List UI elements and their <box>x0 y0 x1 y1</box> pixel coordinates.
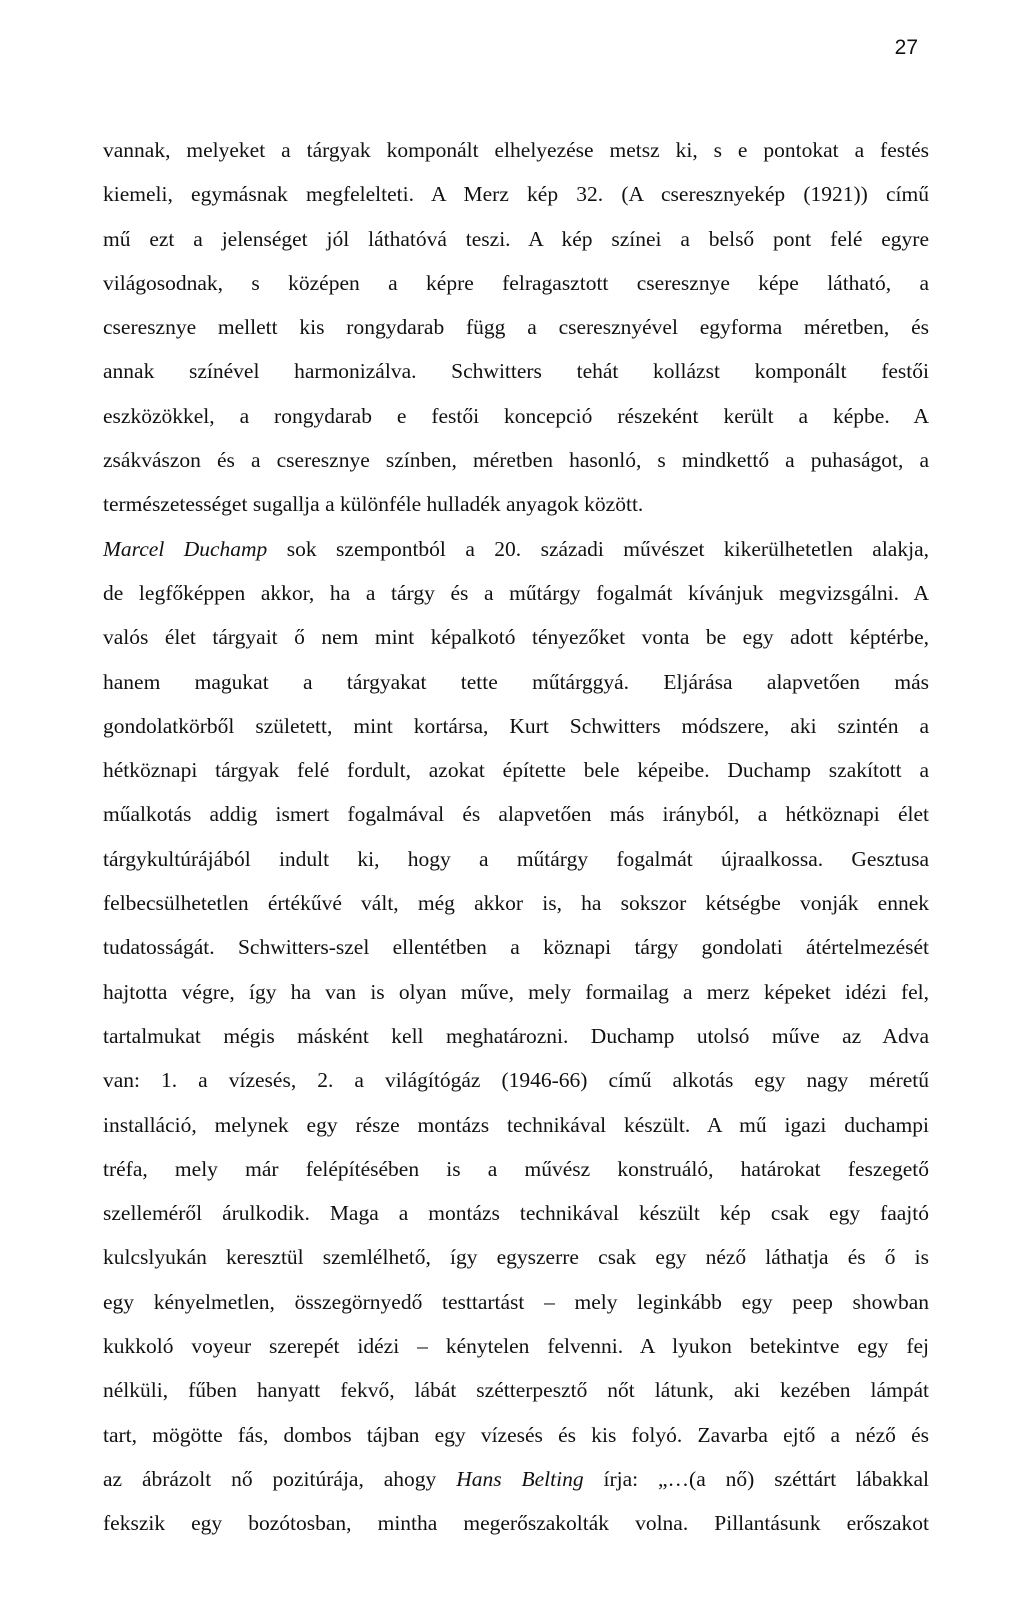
text-line <box>103 1014 929 1058</box>
text-line <box>103 704 929 748</box>
text-line <box>103 305 929 349</box>
text-run: világosodnak, s középen a képre felragasztott cseresznye képe látható, a <box>103 270 929 295</box>
text-run: tréfa, mely már felépítésében is a művész konstruáló, határokat feszegető <box>103 1156 929 1181</box>
text-run: műalkotás addig ismert fogalmával és alapvetően más irányból, a hétköznapi élet <box>103 802 929 827</box>
text-line <box>103 1280 929 1324</box>
text-line <box>103 881 929 925</box>
text-line <box>103 1147 929 1191</box>
text-run: sok szempontból a 20. századi művészet kikerülhetetlen alakja, <box>267 536 929 561</box>
text-line <box>103 748 929 792</box>
text-line <box>103 349 929 393</box>
text-run: szelleméről árulkodik. Maga a montázs technikával készült kép csak egy faajtó <box>103 1201 929 1226</box>
italic-text: Hans Belting <box>456 1466 584 1491</box>
text-run: tart, mögötte fás, dombos tájban egy vízesés és kis folyó. Zavarba ejtő a néző és <box>103 1422 929 1447</box>
text-run: felbecsülhetetlen értékűvé vált, még akkor is, ha sokszor kétségbe vonják ennek <box>103 891 929 916</box>
text-line <box>103 128 929 172</box>
text-line <box>103 482 929 526</box>
text-line <box>103 660 929 704</box>
text-line <box>103 1368 929 1412</box>
text-run: zsákvászon és a cseresznye színben, méretben hasonló, s mindkettő a puhaságot, a <box>103 448 929 473</box>
text-line <box>103 527 929 571</box>
text-run: írja: „…(a nő) széttárt lábakkal <box>583 1466 929 1491</box>
text-run: kukkoló voyeur szerepét idézi – kénytelen felvenni. A lyukon betekintve egy fej <box>103 1334 929 1359</box>
text-run: természetességet sugallja a különféle hulladék anyagok között. <box>103 492 644 517</box>
text-line <box>103 970 929 1014</box>
text-run: hajtotta végre, így ha van is olyan műve, mely formailag a merz képeket idézi fel, <box>103 979 929 1004</box>
text-run: eszközökkel, a rongydarab e festői koncepció részeként került a képbe. A <box>103 403 929 428</box>
text-run: tudatosságát. Schwitters-szel ellentétben a köznapi tárgy gondolati átértelmezését <box>103 935 929 960</box>
text-line <box>103 1103 929 1147</box>
text-line <box>103 1413 929 1457</box>
text-line <box>103 1235 929 1279</box>
text-line <box>103 1058 929 1102</box>
text-run: hanem magukat a tárgyakat tette műtárggyá. Eljárása alapvetően más <box>103 669 929 694</box>
text-line <box>103 261 929 305</box>
text-line <box>103 217 929 261</box>
text-line <box>103 172 929 216</box>
text-run: mű ezt a jelenséget jól láthatóvá teszi. A kép színei a belső pont felé egyre <box>103 226 929 251</box>
page-number: 27 <box>894 36 918 59</box>
text-run: tárgykultúrájából indult ki, hogy a műtárgy fogalmát újraalkossa. Gesztusa <box>103 846 929 871</box>
text-run: van: 1. a vízesés, 2. a világítógáz (1946-66) című alkotás egy nagy méretű <box>103 1068 929 1093</box>
text-line <box>103 1191 929 1235</box>
text-line <box>103 792 929 836</box>
italic-text: Marcel Duchamp <box>103 536 268 561</box>
text-line <box>103 1457 929 1501</box>
text-run: annak színével harmonizálva. Schwitters tehát kollázst komponált festői <box>103 359 929 384</box>
text-run: gondolatkörből született, mint kortársa, Kurt Schwitters módszere, aki szintén a <box>103 713 929 738</box>
text-line <box>103 438 929 482</box>
text-run: kiemeli, egymásnak megfelelteti. A Merz kép 32. (A cseresznyekép (1921)) című <box>103 182 929 207</box>
text-line <box>103 615 929 659</box>
text-run: hétköznapi tárgyak felé fordult, azokat építette bele képeibe. Duchamp szakított a <box>103 758 929 783</box>
text-line <box>103 1501 929 1545</box>
text-run: vannak, melyeket a tárgyak komponált elhelyezése metsz ki, s e pontokat a festés <box>103 138 929 162</box>
text-line <box>103 571 929 615</box>
text-run: installáció, melynek egy része montázs technikával készült. A mű igazi duchampi <box>103 1112 929 1137</box>
text-run: kulcslyukán keresztül szemlélhető, így egyszerre csak egy néző láthatja és ő is <box>103 1245 929 1270</box>
text-run: fekszik egy bozótosban, mintha megerőszakolták volna. Pillantásunk erőszakot <box>103 1511 929 1536</box>
text-run: de legfőképpen akkor, ha a tárgy és a műtárgy fogalmát kívánjuk megvizsgálni. A <box>103 580 929 605</box>
text-run: cseresznye mellett kis rongydarab függ a cseresznyével egyforma méretben, és <box>103 315 929 340</box>
text-line <box>103 837 929 881</box>
text-run: egy kényelmetlen, összegörnyedő testtartást – mely leginkább egy peep showban <box>103 1289 929 1314</box>
text-run: valós élet tárgyait ő nem mint képalkotó tényezőket vonta be egy adott képtérbe, <box>103 625 929 650</box>
text-line <box>103 394 929 438</box>
text-run: az ábrázolt nő pozitúrája, ahogy <box>103 1466 457 1491</box>
body-text <box>103 128 929 1546</box>
text-line <box>103 925 929 969</box>
text-line <box>103 1324 929 1368</box>
text-run: nélküli, fűben hanyatt fekvő, lábát szétterpesztő nőt látunk, aki kezében lámpát <box>103 1378 929 1403</box>
text-run: tartalmukat mégis másként kell meghatározni. Duchamp utolsó műve az Adva <box>103 1023 929 1048</box>
